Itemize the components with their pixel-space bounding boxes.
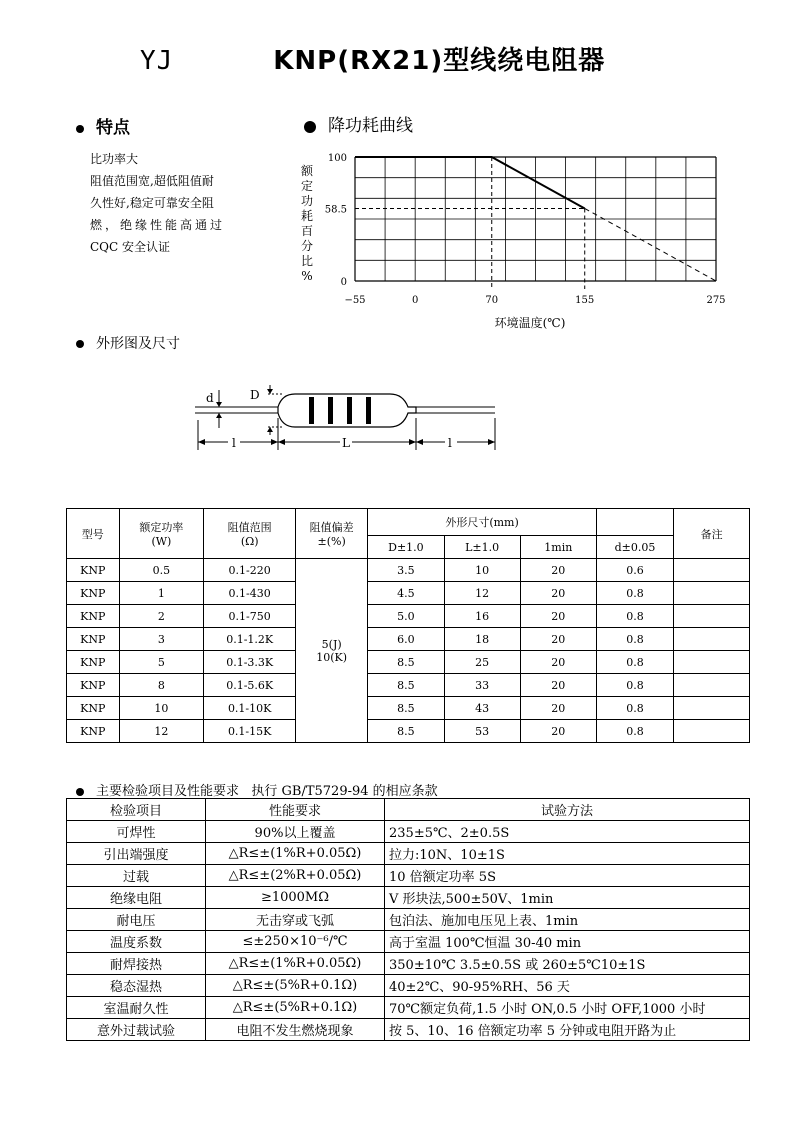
th-model: 型号 xyxy=(67,509,120,559)
table-row xyxy=(67,997,750,1019)
cell-range: 0.1-10K xyxy=(204,697,296,720)
dim-d: d xyxy=(206,391,214,405)
cell-req: 90%以上覆盖 xyxy=(206,821,385,843)
y-axis-label-char: % xyxy=(301,269,313,283)
cell-req: 电阻不发生燃烧现象 xyxy=(206,1019,385,1041)
cell-power: 0.5 xyxy=(119,559,204,582)
x-tick-label: −55 xyxy=(344,295,366,306)
cell-l: 20 xyxy=(520,674,596,697)
y-axis-label-char: 定 xyxy=(300,179,314,193)
cell-item: 耐电压 xyxy=(67,909,206,931)
y-tick-label: 58.5 xyxy=(324,204,347,216)
color-band xyxy=(309,397,314,424)
bullet-icon xyxy=(76,340,84,348)
cell-d: 0.8 xyxy=(596,628,673,651)
th-lmin: 1min xyxy=(520,536,596,559)
cell-power: 10 xyxy=(119,697,204,720)
cell-item: 室温耐久性 xyxy=(67,997,206,1019)
cell-l: 20 xyxy=(520,697,596,720)
th-range: 阻值范围 (Ω) xyxy=(204,509,296,559)
cell-power: 8 xyxy=(119,674,204,697)
chart-grid xyxy=(355,157,716,281)
y-axis-label-char: 比 xyxy=(300,254,314,268)
cell-range: 0.1-1.2K xyxy=(204,628,296,651)
cell-l: 20 xyxy=(520,605,596,628)
cell-remark xyxy=(674,651,750,674)
y-axis-label-char: 百 xyxy=(300,224,314,238)
cell-method: 350±10℃ 3.5±0.5S 或 260±5℃10±1S xyxy=(385,953,750,975)
cell-L: 33 xyxy=(444,674,520,697)
table-row xyxy=(67,559,750,582)
cell-D: 8.5 xyxy=(368,674,444,697)
cell-L: 25 xyxy=(444,651,520,674)
cell-L: 10 xyxy=(444,559,520,582)
cell-req: △R≤±(2%R+0.05Ω) xyxy=(206,865,385,887)
cell-D: 3.5 xyxy=(368,559,444,582)
series-line-solid xyxy=(355,157,585,208)
dim-l-right: l xyxy=(448,436,452,450)
cell-item: 过载 xyxy=(67,865,206,887)
cell-model: KNP xyxy=(67,674,120,697)
x-tick-label: 0 xyxy=(411,295,419,306)
cell-D: 6.0 xyxy=(368,628,444,651)
dim-L: L xyxy=(342,436,350,450)
cell-range: 0.1-430 xyxy=(204,582,296,605)
cell-remark xyxy=(674,628,750,651)
table-row xyxy=(67,887,750,909)
cell-l: 20 xyxy=(520,651,596,674)
feature-line: 久性好,稳定可靠安全阻 xyxy=(90,196,214,210)
tests-heading: 主要检验项目及性能要求 执行 GB/T5729-94 的相应条款 xyxy=(76,780,438,799)
cell-d: 0.8 xyxy=(596,697,673,720)
x-tick-label: 70 xyxy=(485,295,499,306)
cell-remark xyxy=(674,559,750,582)
cell-model: KNP xyxy=(67,651,120,674)
cell-method: 包泊法、施加电压见上表、1min xyxy=(385,909,750,931)
table-row xyxy=(67,1019,750,1041)
cell-d: 0.8 xyxy=(596,651,673,674)
cell-item: 可焊性 xyxy=(67,821,206,843)
cell-D: 8.5 xyxy=(368,697,444,720)
cell-range: 0.1-220 xyxy=(204,559,296,582)
color-band xyxy=(328,397,333,424)
derating-heading: 降功耗曲线 xyxy=(304,111,413,136)
table-row xyxy=(67,605,750,628)
y-axis-label-char: 功 xyxy=(300,194,314,208)
y-axis-label xyxy=(301,163,314,283)
cell-req: ≤±250×10⁻⁶/℃ xyxy=(206,931,385,953)
cell-l: 20 xyxy=(520,582,596,605)
cell-L: 43 xyxy=(444,697,520,720)
table-row xyxy=(67,953,750,975)
cell-D: 4.5 xyxy=(368,582,444,605)
table-row xyxy=(67,628,750,651)
cell-model: KNP xyxy=(67,697,120,720)
cell-power: 1 xyxy=(119,582,204,605)
cell-method: V 形块法,500±50V、1min xyxy=(385,887,750,909)
color-band xyxy=(366,397,371,424)
y-axis-label-char: 额 xyxy=(300,164,314,178)
cell-method: 70℃额定负荷,1.5 小时 ON,0.5 小时 OFF,1000 小时 xyxy=(385,997,750,1019)
cell-model: KNP xyxy=(67,720,120,743)
outline-heading: 外形图及尺寸 xyxy=(76,333,180,353)
y-tick-label: 100 xyxy=(327,153,347,164)
cell-req: ≥1000MΩ xyxy=(206,887,385,909)
cell-range: 0.1-5.6K xyxy=(204,674,296,697)
cell-item: 意外过载试验 xyxy=(67,1019,206,1041)
th-d: d±0.05 xyxy=(596,536,673,559)
table-row xyxy=(67,843,750,865)
title-main: KNP(RX21)型线绕电阻器 xyxy=(273,46,606,76)
cell-l: 20 xyxy=(520,720,596,743)
cell-model: KNP xyxy=(67,605,120,628)
cell-model: KNP xyxy=(67,628,120,651)
cell-model: KNP xyxy=(67,582,120,605)
th-item: 检验项目 xyxy=(67,799,206,821)
x-tick-label: 275 xyxy=(706,295,726,306)
cell-power: 2 xyxy=(119,605,204,628)
cell-model: KNP xyxy=(67,559,120,582)
table-row xyxy=(67,931,750,953)
bullet-icon xyxy=(76,788,84,796)
cell-method: 235±5℃、2±0.5S xyxy=(385,821,750,843)
cell-power: 5 xyxy=(119,651,204,674)
cell-method: 按 5、10、16 倍额定功率 5 分钟或电阻开路为止 xyxy=(385,1019,750,1041)
cell-range: 0.1-15K xyxy=(204,720,296,743)
table-row xyxy=(67,697,750,720)
table-row xyxy=(67,909,750,931)
cell-d: 0.8 xyxy=(596,720,673,743)
cell-item: 耐焊接热 xyxy=(67,953,206,975)
y-axis-label-char: 耗 xyxy=(300,209,314,223)
table-row xyxy=(67,720,750,743)
cell-tolerance: 5(J) 10(K) xyxy=(296,559,368,743)
bullet-icon xyxy=(304,121,316,133)
derating-chart xyxy=(290,145,740,335)
x-tick-label: 155 xyxy=(575,295,595,306)
th-power: 额定功率 (W) xyxy=(119,509,204,559)
cell-L: 18 xyxy=(444,628,520,651)
cell-D: 8.5 xyxy=(368,720,444,743)
table-row xyxy=(67,975,750,997)
cell-range: 0.1-3.3K xyxy=(204,651,296,674)
color-band xyxy=(347,397,352,424)
cell-L: 12 xyxy=(444,582,520,605)
cell-d: 0.8 xyxy=(596,582,673,605)
table-row xyxy=(67,865,750,887)
cell-remark xyxy=(674,720,750,743)
tests-table xyxy=(66,798,750,1041)
table-row xyxy=(67,821,750,843)
title-prefix: YJ xyxy=(140,46,174,76)
feature-line: 阻值范围宽,超低阻值耐 xyxy=(90,174,214,188)
features-heading: 特点 xyxy=(76,113,130,138)
cell-method: 拉力:10N、10±1S xyxy=(385,843,750,865)
cell-D: 8.5 xyxy=(368,651,444,674)
y-tick-label: 0 xyxy=(340,277,347,288)
page-title xyxy=(140,40,605,77)
resistor-outline-drawing xyxy=(190,380,510,460)
cell-method: 40±2℃、90-95%RH、56 天 xyxy=(385,975,750,997)
cell-l: 20 xyxy=(520,559,596,582)
bullet-icon xyxy=(76,125,84,133)
th-L: L±1.0 xyxy=(444,536,520,559)
table-row xyxy=(67,674,750,697)
cell-req: 无击穿或飞弧 xyxy=(206,909,385,931)
cell-item: 绝缘电阻 xyxy=(67,887,206,909)
spec-table xyxy=(66,508,750,743)
feature-line: CQC 安全认证 xyxy=(90,240,171,254)
x-axis-label: 环境温度(℃) xyxy=(494,316,566,330)
dim-D: D xyxy=(250,388,260,402)
cell-req: △R≤±(1%R+0.05Ω) xyxy=(206,953,385,975)
feature-line: 比功率大 xyxy=(90,152,139,166)
features-text xyxy=(90,148,240,258)
cell-d: 0.6 xyxy=(596,559,673,582)
cell-remark xyxy=(674,605,750,628)
th-remark: 备注 xyxy=(674,509,750,559)
cell-power: 3 xyxy=(119,628,204,651)
cell-L: 16 xyxy=(444,605,520,628)
cell-item: 引出端强度 xyxy=(67,843,206,865)
dim-l-left: l xyxy=(232,436,236,450)
cell-D: 5.0 xyxy=(368,605,444,628)
cell-d: 0.8 xyxy=(596,605,673,628)
cell-remark xyxy=(674,697,750,720)
feature-line: 燃，绝缘性能高通过 xyxy=(90,218,226,232)
cell-req: △R≤±(5%R+0.1Ω) xyxy=(206,975,385,997)
cell-remark xyxy=(674,582,750,605)
th-empty xyxy=(596,509,673,536)
cell-method: 高于室温 100℃恒温 30-40 min xyxy=(385,931,750,953)
cell-range: 0.1-750 xyxy=(204,605,296,628)
cell-remark xyxy=(674,674,750,697)
cell-req: △R≤±(1%R+0.05Ω) xyxy=(206,843,385,865)
th-tolerance: 阻值偏差 ±(%) xyxy=(296,509,368,559)
th-method: 试验方法 xyxy=(385,799,750,821)
th-dims: 外形尺寸(mm) xyxy=(368,509,597,536)
cell-item: 温度系数 xyxy=(67,931,206,953)
cell-req: △R≤±(5%R+0.1Ω) xyxy=(206,997,385,1019)
cell-method: 10 倍额定功率 5S xyxy=(385,865,750,887)
y-axis-label-char: 分 xyxy=(300,239,314,253)
cell-l: 20 xyxy=(520,628,596,651)
cell-L: 53 xyxy=(444,720,520,743)
th-req: 性能要求 xyxy=(206,799,385,821)
cell-power: 12 xyxy=(119,720,204,743)
cell-d: 0.8 xyxy=(596,674,673,697)
th-D: D±1.0 xyxy=(368,536,444,559)
cell-item: 稳态湿热 xyxy=(67,975,206,997)
table-row xyxy=(67,582,750,605)
table-row xyxy=(67,651,750,674)
